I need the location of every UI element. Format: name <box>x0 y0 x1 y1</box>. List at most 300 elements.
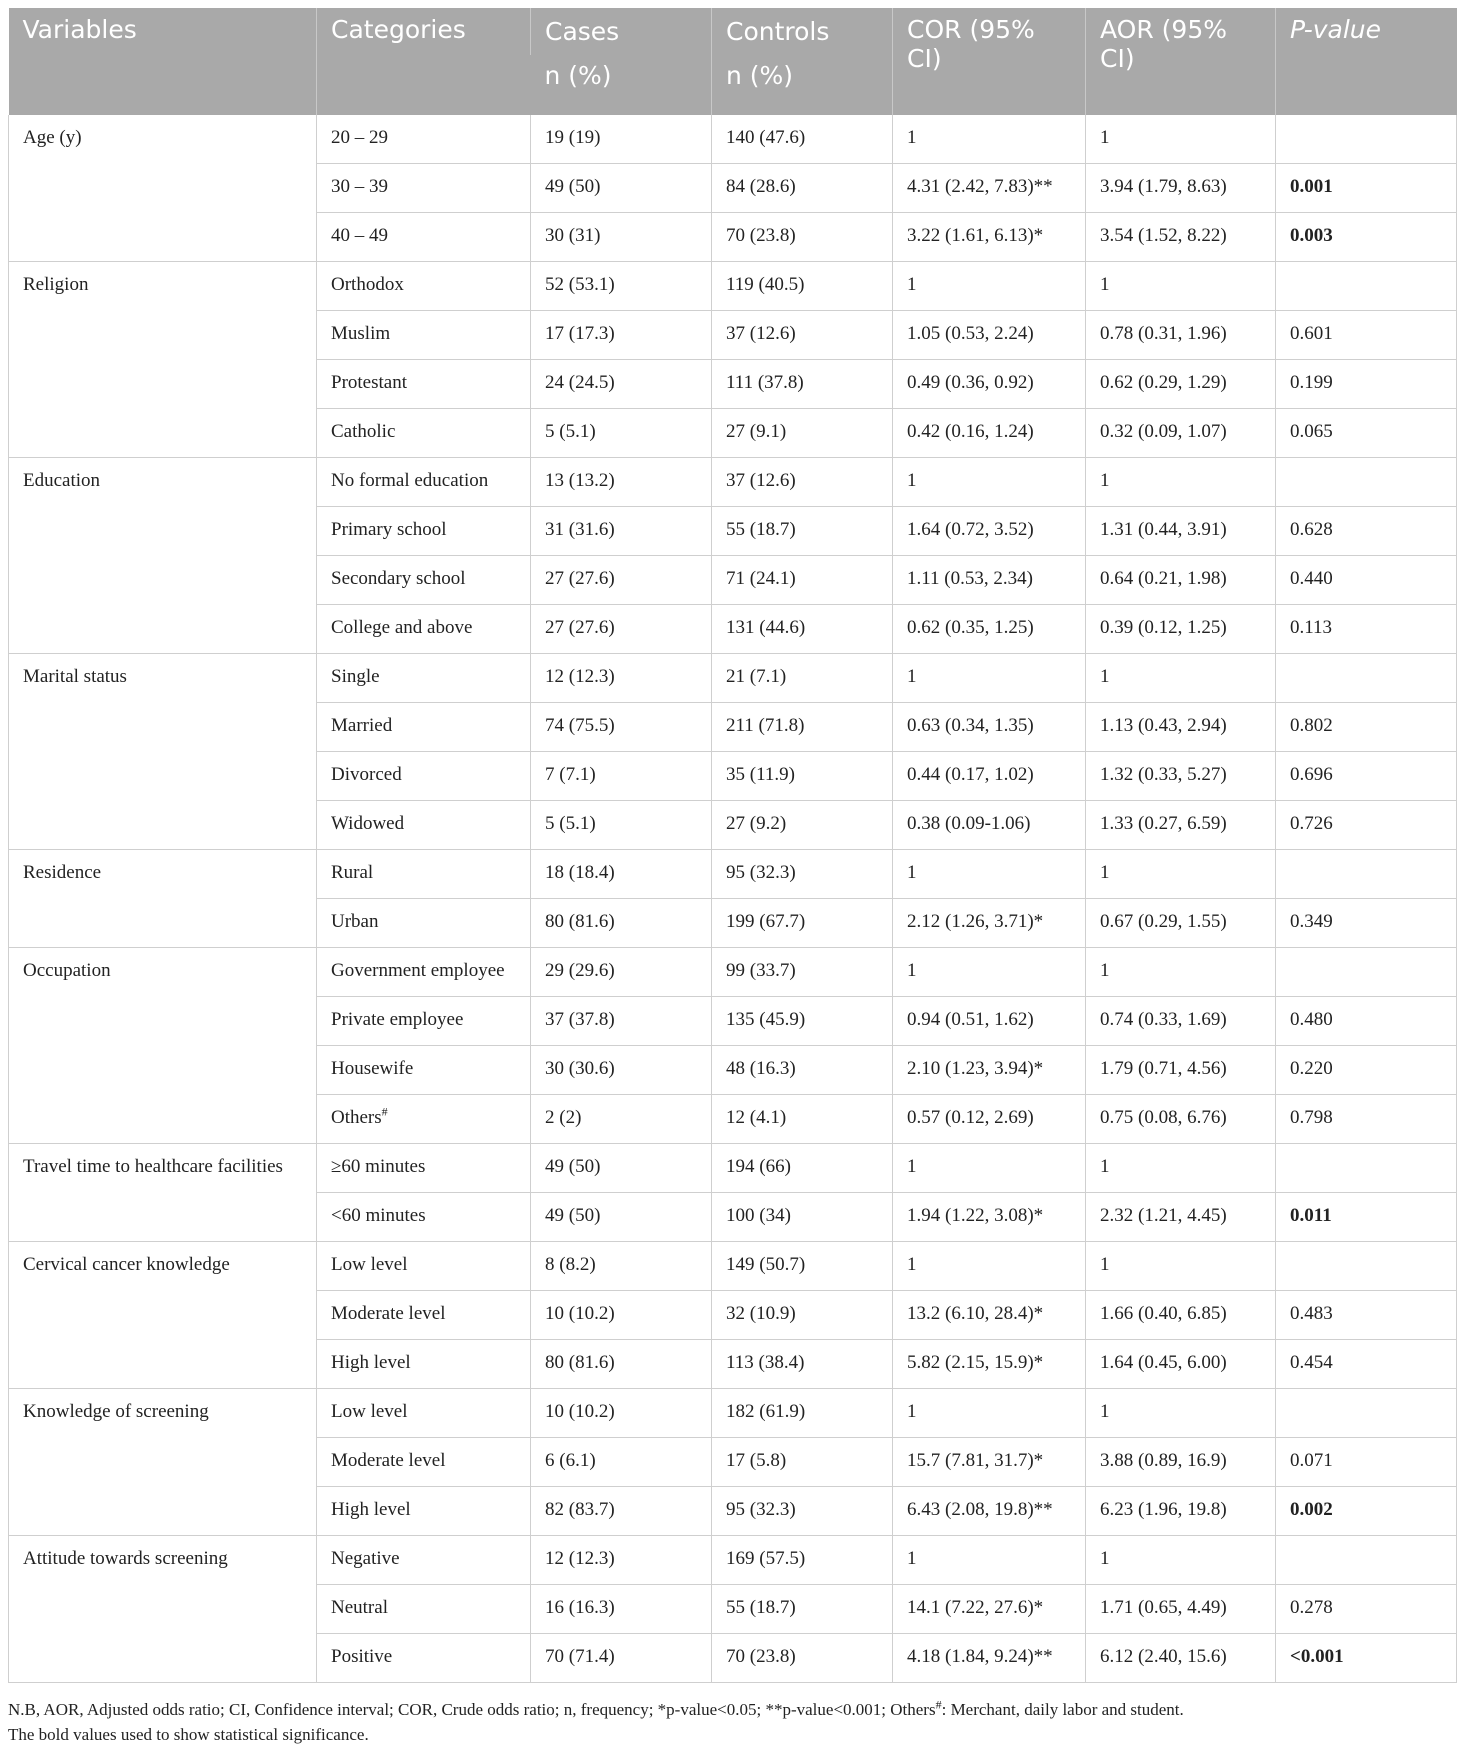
category-cell-text: Rural <box>331 862 374 883</box>
table-row <box>9 850 1457 899</box>
cases-cell-text: 70 (71.4) <box>545 1646 615 1667</box>
controls-cell-text: 37 (12.6) <box>726 470 796 491</box>
aor-cell <box>1086 360 1276 409</box>
category-cell-text: Government employee <box>331 960 505 981</box>
pvalue-cell <box>1276 1340 1457 1389</box>
category-cell <box>317 654 531 703</box>
aor-cell-text: 1.31 (0.44, 3.91) <box>1100 519 1227 540</box>
category-cell-text: 20 – 29 <box>331 127 388 148</box>
variable-cell <box>9 1389 317 1536</box>
cases-cell-text: 49 (50) <box>545 176 601 197</box>
pvalue-cell-text: 0.003 <box>1290 225 1333 246</box>
pvalue-cell-text: 0.696 <box>1290 764 1333 785</box>
cases-cell-text: 5 (5.1) <box>545 813 596 834</box>
category-cell <box>317 115 531 164</box>
controls-cell <box>712 703 893 752</box>
controls-cell <box>712 1389 893 1438</box>
controls-cell-text: 113 (38.4) <box>726 1352 805 1373</box>
aor-cell <box>1086 1144 1276 1193</box>
pvalue-cell-text: 0.113 <box>1290 617 1333 638</box>
table-row <box>9 1144 1457 1193</box>
aor-cell <box>1086 1634 1276 1683</box>
category-cell <box>317 801 531 850</box>
controls-cell <box>712 360 893 409</box>
controls-cell-text: 111 (37.8) <box>726 372 804 393</box>
aor-cell <box>1086 1291 1276 1340</box>
aor-cell <box>1086 1487 1276 1536</box>
pvalue-cell <box>1276 899 1457 948</box>
cor-cell-text: 2.12 (1.26, 3.71)* <box>907 911 1044 932</box>
cases-cell-text: 12 (12.3) <box>545 1548 615 1569</box>
header-cor: COR (95% CI) <box>893 8 1086 115</box>
cor-cell <box>893 1438 1086 1487</box>
table-footnote <box>8 1697 1456 1747</box>
variable-cell <box>9 262 317 458</box>
cor-cell <box>893 1536 1086 1585</box>
controls-cell-text: 95 (32.3) <box>726 1499 796 1520</box>
cor-cell-text: 1 <box>907 127 917 148</box>
cor-cell <box>893 1585 1086 1634</box>
controls-cell-text: 32 (10.9) <box>726 1303 796 1324</box>
variable-cell <box>9 458 317 654</box>
cor-cell-text: 1 <box>907 470 917 491</box>
variable-label: Education <box>23 470 101 491</box>
cor-cell-text: 0.62 (0.35, 1.25) <box>907 617 1034 638</box>
table-row <box>9 1242 1457 1291</box>
category-cell-text: Neutral <box>331 1597 388 1618</box>
aor-cell <box>1086 1095 1276 1144</box>
category-cell-text: Single <box>331 666 380 687</box>
cases-cell <box>531 1634 712 1683</box>
pvalue-cell <box>1276 1242 1457 1291</box>
cases-cell-text: 80 (81.6) <box>545 911 615 932</box>
controls-cell-text: 100 (34) <box>726 1205 791 1226</box>
table-row <box>9 948 1457 997</box>
category-cell <box>317 752 531 801</box>
controls-cell-text: 99 (33.7) <box>726 960 796 981</box>
pvalue-cell <box>1276 948 1457 997</box>
controls-cell <box>712 899 893 948</box>
variable-cell <box>9 1536 317 1683</box>
cor-cell-text: 0.38 (0.09-1.06) <box>907 813 1031 834</box>
controls-cell <box>712 1340 893 1389</box>
cor-cell-text: 0.57 (0.12, 2.69) <box>907 1107 1034 1128</box>
controls-cell <box>712 997 893 1046</box>
category-cell-text: Muslim <box>331 323 391 344</box>
aor-cell <box>1086 115 1276 164</box>
aor-cell-text: 0.62 (0.29, 1.29) <box>1100 372 1227 393</box>
footnote-bold-explanation: The bold values used to show statistical significance. <box>8 1725 369 1744</box>
aor-cell <box>1086 556 1276 605</box>
category-cell-text: Low level <box>331 1254 408 1275</box>
pvalue-cell <box>1276 458 1457 507</box>
controls-cell <box>712 1536 893 1585</box>
cases-cell <box>531 948 712 997</box>
cor-cell-text: 0.49 (0.36, 0.92) <box>907 372 1034 393</box>
cases-cell <box>531 1193 712 1242</box>
category-cell <box>317 262 531 311</box>
category-cell-text: College and above <box>331 617 473 638</box>
controls-cell <box>712 948 893 997</box>
cases-cell-text: 6 (6.1) <box>545 1450 596 1471</box>
pvalue-cell <box>1276 1438 1457 1487</box>
category-cell-text: Positive <box>331 1646 393 1667</box>
controls-cell <box>712 1438 893 1487</box>
cor-cell-text: 3.22 (1.61, 6.13)* <box>907 225 1044 246</box>
category-cell <box>317 458 531 507</box>
cor-cell-text: 15.7 (7.81, 31.7)* <box>907 1450 1044 1471</box>
pvalue-cell <box>1276 1487 1457 1536</box>
variable-cell <box>9 1144 317 1242</box>
cor-cell <box>893 1389 1086 1438</box>
aor-cell <box>1086 1193 1276 1242</box>
controls-cell-text: 182 (61.9) <box>726 1401 806 1422</box>
aor-cell <box>1086 507 1276 556</box>
cases-cell-text: 31 (31.6) <box>545 519 615 540</box>
aor-cell-text: 1.64 (0.45, 6.00) <box>1100 1352 1227 1373</box>
table-row <box>9 1536 1457 1585</box>
category-cell <box>317 1095 531 1144</box>
category-cell <box>317 213 531 262</box>
footnote-abbreviations: N.B, AOR, Adjusted odds ratio; CI, Confidence interval; COR, Crude odds ratio; n, frequency; *p-value<0.05; **p-value<0.001; Others#: Merchant, daily labor and student. <box>8 1697 1184 1719</box>
pvalue-cell-text: 0.802 <box>1290 715 1333 736</box>
controls-cell-text: 35 (11.9) <box>726 764 795 785</box>
cases-cell <box>531 801 712 850</box>
controls-cell <box>712 409 893 458</box>
cor-cell <box>893 850 1086 899</box>
aor-cell-text: 1.79 (0.71, 4.56) <box>1100 1058 1227 1079</box>
cases-cell <box>531 605 712 654</box>
cases-cell <box>531 360 712 409</box>
cases-cell-text: 27 (27.6) <box>545 568 615 589</box>
category-cell <box>317 1536 531 1585</box>
category-cell-text: Secondary school <box>331 568 466 589</box>
category-cell <box>317 703 531 752</box>
cases-cell <box>531 703 712 752</box>
cor-cell-text: 1 <box>907 1254 917 1275</box>
category-cell-text: Housewife <box>331 1058 414 1079</box>
cases-cell <box>531 1144 712 1193</box>
pvalue-cell <box>1276 213 1457 262</box>
pvalue-cell-text: 0.798 <box>1290 1107 1333 1128</box>
cor-cell <box>893 458 1086 507</box>
controls-cell-text: 27 (9.1) <box>726 421 787 442</box>
pvalue-cell <box>1276 262 1457 311</box>
controls-cell <box>712 1487 893 1536</box>
category-cell <box>317 1585 531 1634</box>
cor-cell-text: 1 <box>907 1156 917 1177</box>
cor-cell-text: 14.1 (7.22, 27.6)* <box>907 1597 1044 1618</box>
pvalue-cell <box>1276 115 1457 164</box>
category-cell <box>317 1242 531 1291</box>
cor-cell <box>893 1340 1086 1389</box>
cases-cell-text: 37 (37.8) <box>545 1009 615 1030</box>
aor-cell-text: 3.88 (0.89, 16.9) <box>1100 1450 1227 1471</box>
category-cell <box>317 1193 531 1242</box>
cor-cell-text: 5.82 (2.15, 15.9)* <box>907 1352 1044 1373</box>
controls-cell <box>712 556 893 605</box>
cases-cell-text: 19 (19) <box>545 127 601 148</box>
pvalue-cell <box>1276 1389 1457 1438</box>
controls-cell-text: 169 (57.5) <box>726 1548 806 1569</box>
variable-label: Religion <box>23 274 89 295</box>
cases-cell <box>531 654 712 703</box>
cor-cell-text: 4.31 (2.42, 7.83)** <box>907 176 1053 197</box>
pvalue-cell <box>1276 556 1457 605</box>
cases-cell <box>531 164 712 213</box>
controls-cell <box>712 850 893 899</box>
cases-cell-text: 74 (75.5) <box>545 715 615 736</box>
cases-cell <box>531 1291 712 1340</box>
cor-cell <box>893 654 1086 703</box>
cor-cell-text: 0.94 (0.51, 1.62) <box>907 1009 1034 1030</box>
aor-cell-text: 1 <box>1100 1254 1110 1275</box>
cases-cell <box>531 1438 712 1487</box>
pvalue-cell-text: <0.001 <box>1290 1646 1344 1667</box>
pvalue-cell <box>1276 703 1457 752</box>
header-controls: Controls <box>712 8 893 55</box>
pvalue-cell-text: 0.726 <box>1290 813 1333 834</box>
category-cell <box>317 899 531 948</box>
controls-cell-text: 135 (45.9) <box>726 1009 806 1030</box>
aor-cell-text: 6.23 (1.96, 19.8) <box>1100 1499 1227 1520</box>
controls-cell-text: 119 (40.5) <box>726 274 805 295</box>
variable-cell <box>9 115 317 262</box>
cases-cell <box>531 115 712 164</box>
cor-cell <box>893 1095 1086 1144</box>
category-cell-text: Negative <box>331 1548 400 1569</box>
aor-cell-text: 0.39 (0.12, 1.25) <box>1100 617 1227 638</box>
controls-cell <box>712 1095 893 1144</box>
cases-cell-text: 27 (27.6) <box>545 617 615 638</box>
category-cell <box>317 1340 531 1389</box>
aor-cell-text: 1 <box>1100 1156 1110 1177</box>
aor-cell <box>1086 703 1276 752</box>
aor-cell-text: 0.64 (0.21, 1.98) <box>1100 568 1227 589</box>
cases-cell-text: 8 (8.2) <box>545 1254 596 1275</box>
aor-cell <box>1086 1242 1276 1291</box>
aor-cell <box>1086 997 1276 1046</box>
cor-cell-text: 1.94 (1.22, 3.08)* <box>907 1205 1044 1226</box>
variable-label: Occupation <box>23 960 111 981</box>
aor-cell-text: 3.54 (1.52, 8.22) <box>1100 225 1227 246</box>
cor-cell-text: 1 <box>907 1401 917 1422</box>
cases-cell-text: 49 (50) <box>545 1156 601 1177</box>
controls-cell <box>712 801 893 850</box>
pvalue-cell-text: 0.349 <box>1290 911 1333 932</box>
category-cell-text: Moderate level <box>331 1303 446 1324</box>
aor-cell-text: 1.33 (0.27, 6.59) <box>1100 813 1227 834</box>
category-cell-text: Orthodox <box>331 274 404 295</box>
aor-cell <box>1086 899 1276 948</box>
cases-cell-text: 80 (81.6) <box>545 1352 615 1373</box>
category-cell-text: Low level <box>331 1401 408 1422</box>
variable-cell <box>9 850 317 948</box>
controls-cell-text: 55 (18.7) <box>726 519 796 540</box>
cases-cell <box>531 1340 712 1389</box>
cor-cell <box>893 1046 1086 1095</box>
cor-cell <box>893 1193 1086 1242</box>
controls-cell-text: 48 (16.3) <box>726 1058 796 1079</box>
controls-cell <box>712 115 893 164</box>
cases-cell <box>531 213 712 262</box>
aor-cell-text: 1 <box>1100 862 1110 883</box>
pvalue-cell <box>1276 1634 1457 1683</box>
aor-cell <box>1086 311 1276 360</box>
aor-cell-text: 1.71 (0.65, 4.49) <box>1100 1597 1227 1618</box>
cases-cell <box>531 752 712 801</box>
cor-cell-text: 13.2 (6.10, 28.4)* <box>907 1303 1044 1324</box>
cases-cell <box>531 1095 712 1144</box>
controls-cell <box>712 752 893 801</box>
aor-cell <box>1086 1585 1276 1634</box>
aor-cell <box>1086 850 1276 899</box>
aor-cell-text: 0.75 (0.08, 6.76) <box>1100 1107 1227 1128</box>
category-cell <box>317 1046 531 1095</box>
cor-cell <box>893 1634 1086 1683</box>
controls-cell <box>712 1291 893 1340</box>
pvalue-cell <box>1276 850 1457 899</box>
controls-cell-text: 149 (50.7) <box>726 1254 806 1275</box>
category-cell-text: 30 – 39 <box>331 176 388 197</box>
aor-cell-text: 1.32 (0.33, 5.27) <box>1100 764 1227 785</box>
pvalue-cell <box>1276 409 1457 458</box>
aor-cell-text: 1.13 (0.43, 2.94) <box>1100 715 1227 736</box>
cor-cell <box>893 1242 1086 1291</box>
aor-cell <box>1086 1389 1276 1438</box>
pvalue-cell <box>1276 1193 1457 1242</box>
cor-cell <box>893 997 1086 1046</box>
category-cell <box>317 507 531 556</box>
variable-label: Attitude towards screening <box>23 1548 228 1569</box>
cor-cell-text: 0.42 (0.16, 1.24) <box>907 421 1034 442</box>
aor-cell-text: 0.78 (0.31, 1.96) <box>1100 323 1227 344</box>
pvalue-cell-text: 0.278 <box>1290 1597 1333 1618</box>
footnote-marker: # <box>381 1104 388 1119</box>
cases-cell <box>531 1585 712 1634</box>
category-cell <box>317 1144 531 1193</box>
cases-cell-text: 10 (10.2) <box>545 1401 615 1422</box>
table-row <box>9 654 1457 703</box>
aor-cell-text: 3.94 (1.79, 8.63) <box>1100 176 1227 197</box>
cases-cell-text: 5 (5.1) <box>545 421 596 442</box>
cor-cell-text: 1 <box>907 666 917 687</box>
variable-label: Travel time to healthcare facilities <box>23 1156 283 1177</box>
aor-cell-text: 1 <box>1100 1548 1110 1569</box>
variable-cell <box>9 654 317 850</box>
category-cell <box>317 850 531 899</box>
header-aor: AOR (95% CI) <box>1086 8 1276 115</box>
pvalue-cell <box>1276 654 1457 703</box>
cases-cell <box>531 311 712 360</box>
cor-cell <box>893 605 1086 654</box>
aor-cell <box>1086 1046 1276 1095</box>
controls-cell <box>712 654 893 703</box>
category-cell-text: Moderate level <box>331 1450 446 1471</box>
cor-cell-text: 0.44 (0.17, 1.02) <box>907 764 1034 785</box>
variable-label: Residence <box>23 862 102 883</box>
cases-cell-text: 24 (24.5) <box>545 372 615 393</box>
aor-cell <box>1086 458 1276 507</box>
cases-cell-text: 17 (17.3) <box>545 323 615 344</box>
cases-cell <box>531 850 712 899</box>
aor-cell <box>1086 605 1276 654</box>
table-row <box>9 262 1457 311</box>
cases-cell-text: 52 (53.1) <box>545 274 615 295</box>
aor-cell <box>1086 654 1276 703</box>
cases-cell <box>531 997 712 1046</box>
table-row <box>9 1389 1457 1438</box>
pvalue-cell <box>1276 1291 1457 1340</box>
pvalue-cell <box>1276 164 1457 213</box>
cases-cell <box>531 556 712 605</box>
cor-cell <box>893 1487 1086 1536</box>
category-cell-text: ≥60 minutes <box>331 1156 426 1177</box>
cor-cell <box>893 115 1086 164</box>
pvalue-cell <box>1276 1585 1457 1634</box>
aor-cell-text: 1.66 (0.40, 6.85) <box>1100 1303 1227 1324</box>
category-cell <box>317 1291 531 1340</box>
cor-cell-text: 6.43 (2.08, 19.8)** <box>907 1499 1053 1520</box>
cases-cell-text: 18 (18.4) <box>545 862 615 883</box>
variable-label: Marital status <box>23 666 127 687</box>
pvalue-cell <box>1276 752 1457 801</box>
aor-cell <box>1086 1340 1276 1389</box>
pvalue-cell <box>1276 1144 1457 1193</box>
aor-cell-text: 1 <box>1100 960 1110 981</box>
controls-cell <box>712 311 893 360</box>
pvalue-cell <box>1276 605 1457 654</box>
category-cell-text: 40 – 49 <box>331 225 388 246</box>
variable-label: Cervical cancer knowledge <box>23 1254 230 1275</box>
pvalue-cell <box>1276 311 1457 360</box>
cor-cell <box>893 409 1086 458</box>
cor-cell-text: 1 <box>907 274 917 295</box>
category-cell <box>317 1487 531 1536</box>
controls-cell <box>712 458 893 507</box>
controls-cell-text: 131 (44.6) <box>726 617 806 638</box>
category-cell-text: Married <box>331 715 393 736</box>
header-pvalue: P-value <box>1276 8 1457 115</box>
aor-cell-text: 1 <box>1100 127 1110 148</box>
aor-cell-text: 0.74 (0.33, 1.69) <box>1100 1009 1227 1030</box>
cor-cell <box>893 948 1086 997</box>
header-controls-unit: n (%) <box>712 55 893 115</box>
cor-cell-text: 2.10 (1.23, 3.94)* <box>907 1058 1044 1079</box>
cor-cell <box>893 507 1086 556</box>
pvalue-cell-text: 0.454 <box>1290 1352 1333 1373</box>
cases-cell <box>531 1487 712 1536</box>
cases-cell-text: 16 (16.3) <box>545 1597 615 1618</box>
controls-cell-text: 12 (4.1) <box>726 1107 787 1128</box>
aor-cell-text: 1 <box>1100 666 1110 687</box>
table-body <box>9 115 1457 1683</box>
pvalue-cell-text: 0.199 <box>1290 372 1333 393</box>
cases-cell-text: 49 (50) <box>545 1205 601 1226</box>
cor-cell-text: 1.64 (0.72, 3.52) <box>907 519 1034 540</box>
cases-cell <box>531 262 712 311</box>
category-cell-text: Urban <box>331 911 379 932</box>
header-cases: Cases <box>531 8 712 55</box>
variable-label: Age (y) <box>23 127 82 148</box>
controls-cell-text: 140 (47.6) <box>726 127 806 148</box>
pvalue-cell-text: 0.601 <box>1290 323 1333 344</box>
pvalue-cell-text: 0.065 <box>1290 421 1333 442</box>
category-cell <box>317 1389 531 1438</box>
cases-cell-text: 2 (2) <box>545 1107 582 1128</box>
controls-cell <box>712 1585 893 1634</box>
cases-cell <box>531 1389 712 1438</box>
